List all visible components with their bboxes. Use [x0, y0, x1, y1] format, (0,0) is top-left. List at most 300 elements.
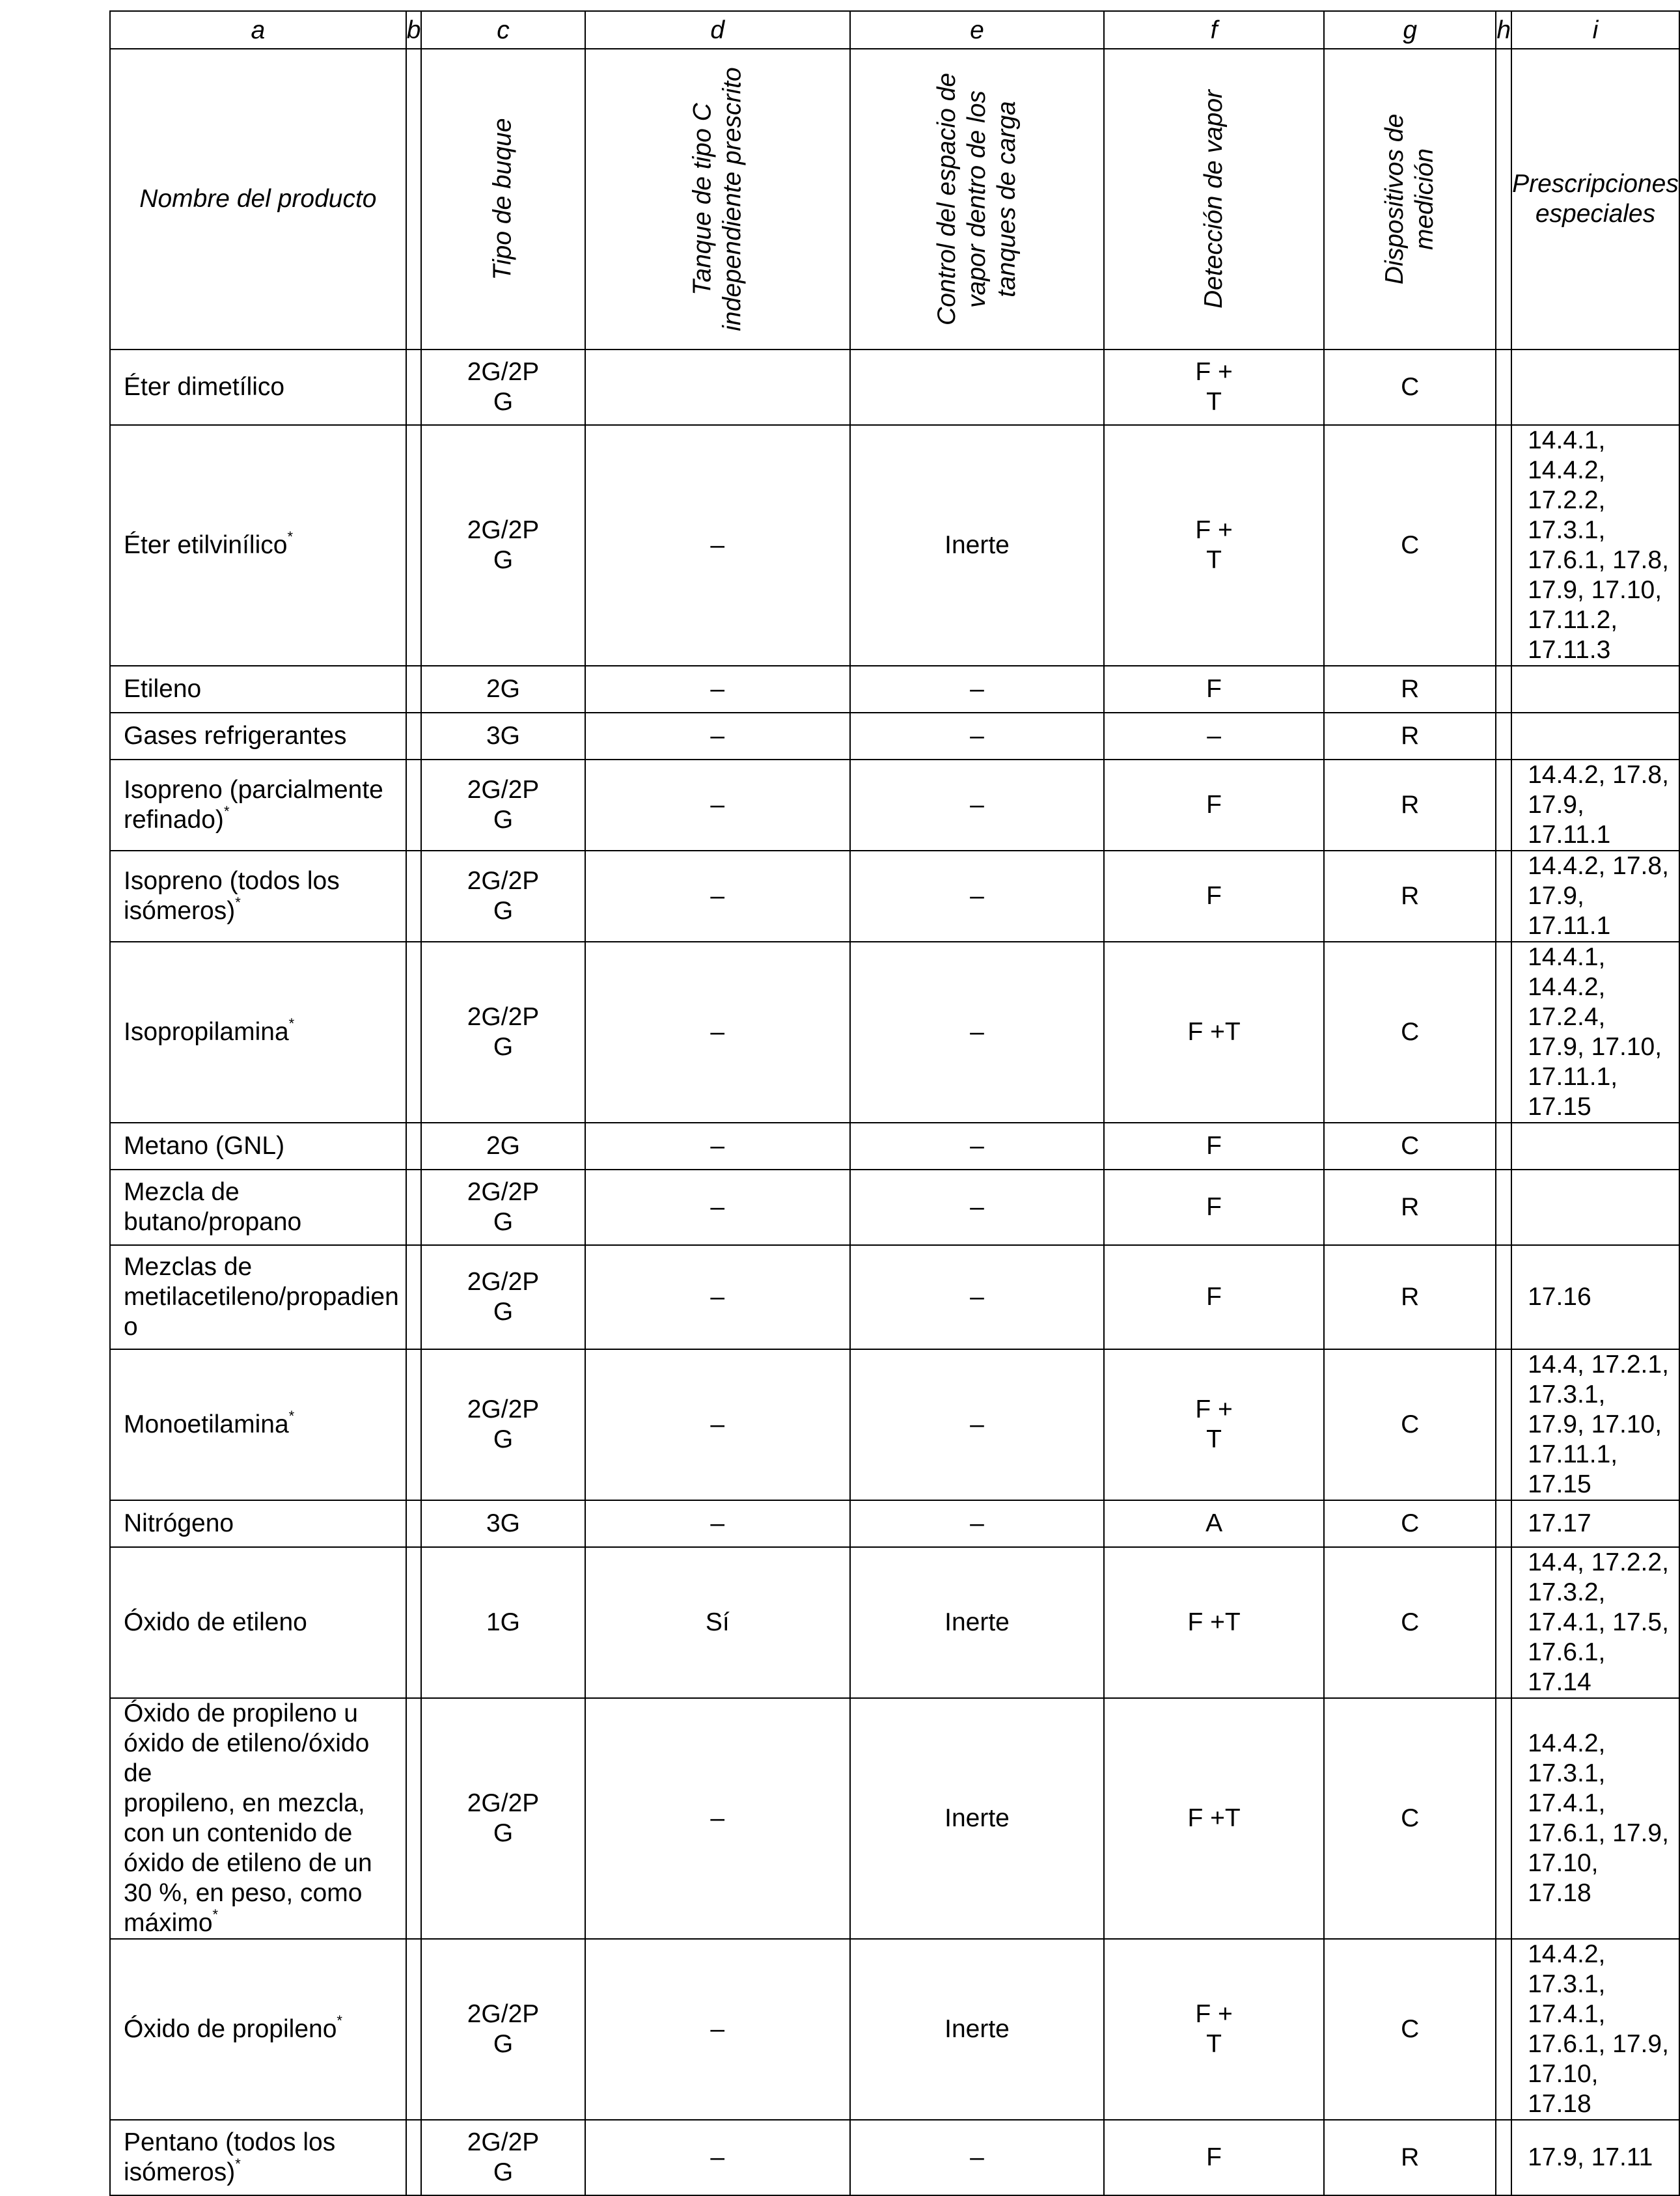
gauging-cell	[1324, 942, 1496, 1123]
vapour-space-control-value: –	[970, 1283, 984, 1311]
special-requirements-line-text: 17.9, 17.10, 17.11.1,	[1528, 1410, 1662, 1468]
ship-type-line-text: 2G/2P	[467, 1178, 540, 1206]
independent-tank-cell	[585, 1698, 850, 1939]
independent-tank-value: –	[710, 1804, 725, 1832]
independent-tank-cell	[585, 1349, 850, 1500]
special-requirements-cell	[1511, 1170, 1679, 1245]
vapour-detection-line	[1105, 1425, 1323, 1455]
special-requirements-cell	[1511, 1939, 1679, 2120]
independent-tank-cell	[585, 713, 850, 760]
ship-type-line-text: 3G	[486, 1509, 521, 1537]
product-name-cell	[110, 1245, 406, 1349]
vapour-detection-line	[1105, 674, 1323, 704]
vapour-detection-line-text: F +T	[1187, 1804, 1241, 1832]
column-h-cell	[1496, 1170, 1511, 1245]
product-name-line-text: Mezclas de	[124, 1253, 253, 1281]
ship-type-line-text: 2G/2P	[467, 867, 540, 895]
column-h-cell	[1496, 713, 1511, 760]
column-h-cell	[1496, 1500, 1511, 1547]
special-requirements-line	[1528, 851, 1672, 911]
column-letter-row	[110, 11, 1679, 49]
ship-type-line	[422, 545, 584, 575]
column-h-cell	[1496, 760, 1511, 851]
table-row	[110, 1123, 1679, 1170]
special-requirements-line	[1528, 942, 1672, 1032]
independent-tank-cell	[585, 942, 850, 1123]
gauging-cell	[1324, 760, 1496, 851]
header-gauging	[1324, 49, 1496, 350]
column-h-cell	[1496, 1123, 1511, 1170]
gauging-cell	[1324, 1698, 1496, 1939]
ship-type-cell	[421, 425, 585, 666]
product-name-line-text: Éter etilvinílico	[124, 531, 288, 559]
header-gauging-line: Dispositivos de	[1381, 113, 1409, 285]
product-name-line	[124, 896, 399, 926]
special-requirements-line-text: 17.15	[1528, 1470, 1591, 1498]
ship-type-line	[422, 357, 584, 387]
product-name-line	[124, 1509, 399, 1539]
vapour-detection-cell	[1104, 425, 1324, 666]
ship-type-line-text: G	[493, 2030, 514, 2058]
product-name-line	[124, 1729, 399, 1789]
product-name-cell	[110, 942, 406, 1123]
product-name-cell	[110, 713, 406, 760]
gauging-value: C	[1401, 1410, 1420, 1438]
header-vapour-space-control-line: vapor dentro de los	[963, 90, 991, 308]
special-requirements-line	[1528, 515, 1672, 575]
vapour-space-control-value: Inerte	[944, 1608, 1010, 1636]
product-name-line	[124, 721, 399, 751]
product-name-line-text: Nitrógeno	[124, 1509, 234, 1537]
ship-type-line-text: 2G	[486, 1132, 521, 1160]
independent-tank-value: –	[710, 2015, 725, 2043]
special-requirements-cell	[1511, 1547, 1679, 1698]
gauging-value: R	[1401, 882, 1420, 910]
header-ship-type	[421, 49, 585, 350]
column-b-cell	[406, 1939, 422, 2120]
footnote-asterisk: *	[235, 2156, 241, 2172]
column-h-cell	[1496, 851, 1511, 942]
table-row	[110, 1245, 1679, 1349]
independent-tank-value: –	[710, 1132, 725, 1160]
ship-type-line	[422, 775, 584, 805]
table-body	[110, 350, 1679, 2195]
column-b-cell	[406, 2120, 422, 2195]
special-requirements-line	[1528, 1548, 1672, 1608]
column-h-cell	[1496, 2120, 1511, 2195]
ship-type-line	[422, 2158, 584, 2188]
ship-type-line	[422, 1267, 584, 1297]
ship-type-cell	[421, 1123, 585, 1170]
vapour-detection-line	[1105, 1282, 1323, 1312]
table-row	[110, 1349, 1679, 1500]
special-requirements-cell	[1511, 1123, 1679, 1170]
special-requirements-line-text: 17.11.3	[1528, 636, 1611, 664]
special-requirements-line	[1528, 1878, 1672, 1908]
vapour-detection-line	[1105, 2143, 1323, 2173]
product-name-cell	[110, 1123, 406, 1170]
vapour-detection-line-text: F	[1206, 2143, 1222, 2171]
product-name-cell	[110, 425, 406, 666]
vapour-space-control-value: Inerte	[944, 2015, 1010, 2043]
special-requirements-line	[1528, 1470, 1672, 1500]
gauging-value: R	[1401, 791, 1420, 819]
product-name-line	[124, 1878, 399, 1908]
special-requirements-line-text: 17.6.1, 17.9, 17.10,	[1528, 2030, 1669, 2088]
product-name-line	[124, 1410, 399, 1440]
footnote-asterisk: *	[223, 803, 230, 819]
header-independent-tank	[585, 49, 850, 350]
gauging-value: C	[1401, 531, 1420, 559]
independent-tank-value: –	[710, 722, 725, 750]
special-requirements-line	[1528, 1509, 1672, 1539]
ship-type-cell	[421, 713, 585, 760]
special-requirements-line-text: 14.4.1, 14.4.2, 17.2.4,	[1528, 943, 1606, 1031]
product-name-cell	[110, 1500, 406, 1547]
product-name-line-text: Isopropilamina	[124, 1018, 289, 1046]
vapour-space-control-cell	[850, 942, 1104, 1123]
ship-type-line-text: 3G	[486, 722, 521, 750]
vapour-detection-line	[1105, 881, 1323, 911]
independent-tank-cell	[585, 851, 850, 942]
column-b-cell	[406, 666, 422, 713]
vapour-space-control-value: –	[970, 2143, 984, 2171]
gauging-value: R	[1401, 1193, 1420, 1221]
gauging-value: R	[1401, 675, 1420, 703]
gauging-cell	[1324, 425, 1496, 666]
ship-type-line-text: G	[493, 1033, 514, 1061]
column-h-cell	[1496, 1698, 1511, 1939]
independent-tank-value: –	[710, 1410, 725, 1438]
column-letter-a: a	[110, 11, 406, 49]
column-b-cell	[406, 942, 422, 1123]
special-requirements-cell	[1511, 1500, 1679, 1547]
special-requirements-line	[1528, 1032, 1672, 1092]
column-letter-h: h	[1496, 11, 1511, 49]
gauging-cell	[1324, 1123, 1496, 1170]
table-row	[110, 1170, 1679, 1245]
vapour-space-control-cell	[850, 1245, 1104, 1349]
vapour-detection-line-text: F	[1206, 675, 1222, 703]
vapour-detection-line-text: F	[1206, 882, 1222, 910]
special-requirements-line-text: 17.18	[1528, 2090, 1591, 2118]
vapour-detection-line-text: F	[1206, 1132, 1222, 1160]
column-letter-c: c	[421, 11, 585, 49]
product-name-cell	[110, 1349, 406, 1500]
product-name-line-text: Pentano (todos los	[124, 2128, 336, 2156]
independent-tank-cell	[585, 350, 850, 425]
vapour-space-control-cell	[850, 713, 1104, 760]
table-row	[110, 425, 1679, 666]
product-name-line-text: Etileno	[124, 675, 202, 703]
product-name-line	[124, 1177, 399, 1207]
ship-type-line	[422, 674, 584, 704]
column-b-cell	[406, 1170, 422, 1245]
table-row	[110, 713, 1679, 760]
column-b-cell	[406, 425, 422, 666]
special-requirements-cell	[1511, 760, 1679, 851]
vapour-detection-line	[1105, 545, 1323, 575]
independent-tank-cell	[585, 760, 850, 851]
ship-type-line-text: G	[493, 806, 514, 834]
column-b-cell	[406, 713, 422, 760]
product-name-line	[124, 2158, 399, 2188]
column-b-cell	[406, 760, 422, 851]
special-requirements-line-text: 17.11.1	[1528, 912, 1611, 940]
ship-type-line	[422, 866, 584, 896]
product-name-line-text: Óxido de propileno u	[124, 1699, 358, 1727]
vapour-detection-line	[1105, 1804, 1323, 1833]
gauging-cell	[1324, 350, 1496, 425]
special-requirements-line	[1528, 911, 1672, 941]
header-vapour-detection	[1104, 49, 1324, 350]
special-requirements-line-text: 17.9, 17.11	[1528, 2143, 1653, 2171]
column-b-cell	[406, 1547, 422, 1698]
ship-type-line-text: G	[493, 2158, 514, 2186]
ship-type-line	[422, 721, 584, 751]
table-row	[110, 760, 1679, 851]
ship-type-line	[422, 387, 584, 417]
ship-type-line	[422, 1032, 584, 1062]
vapour-detection-line-text: F +T	[1187, 1608, 1241, 1636]
product-name-line	[124, 372, 399, 402]
independent-tank-cell	[585, 1547, 850, 1698]
vapour-detection-line-text: F	[1206, 1283, 1222, 1311]
ship-type-line-text: 2G/2P	[467, 776, 540, 804]
vapour-space-control-cell	[850, 1170, 1104, 1245]
ship-type-line-text: G	[493, 1298, 514, 1326]
special-requirements-line-text: 14.4, 17.2.1, 17.3.1,	[1528, 1351, 1669, 1408]
special-requirements-line	[1528, 2143, 1672, 2173]
ship-type-cell	[421, 350, 585, 425]
vapour-space-control-cell	[850, 1349, 1104, 1500]
special-requirements-line-text: 17.6.1, 17.9, 17.10,	[1528, 1819, 1669, 1877]
ship-type-cell	[421, 1170, 585, 1245]
vapour-space-control-value: –	[970, 1132, 984, 1160]
column-b-cell	[406, 1698, 422, 1939]
vapour-detection-cell	[1104, 350, 1324, 425]
vapour-detection-cell	[1104, 666, 1324, 713]
independent-tank-value: –	[710, 2143, 725, 2171]
ship-type-cell	[421, 1245, 585, 1349]
ship-type-line-text: 1G	[486, 1608, 521, 1636]
vapour-space-control-value: –	[970, 1193, 984, 1221]
vapour-detection-cell	[1104, 760, 1324, 851]
header-b-empty	[406, 49, 422, 350]
product-name-line	[124, 1819, 399, 1848]
product-name-line	[124, 1282, 399, 1312]
vapour-detection-line-text: –	[1207, 722, 1221, 750]
column-b-cell	[406, 1500, 422, 1547]
ship-type-line	[422, 1297, 584, 1327]
special-requirements-line-text: 17.11.1	[1528, 821, 1611, 849]
special-requirements-cell	[1511, 1349, 1679, 1500]
ship-type-line	[422, 1395, 584, 1425]
header-ship-type-text: Tipo de buque	[489, 118, 517, 281]
vapour-space-control-cell	[850, 1698, 1104, 1939]
product-name-cell	[110, 851, 406, 942]
vapour-detection-cell	[1104, 1939, 1324, 2120]
special-requirements-cell	[1511, 713, 1679, 760]
footnote-asterisk: *	[288, 1408, 295, 1424]
independent-tank-cell	[585, 2120, 850, 2195]
product-name-cell	[110, 1939, 406, 2120]
vapour-detection-line-text: F	[1206, 791, 1222, 819]
ship-type-line	[422, 2029, 584, 2059]
special-requirements-line	[1528, 2029, 1672, 2089]
special-requirements-line-text: 17.14	[1528, 1668, 1591, 1696]
ship-type-line	[422, 1608, 584, 1638]
product-name-line	[124, 674, 399, 704]
column-h-cell	[1496, 350, 1511, 425]
column-title-row	[110, 49, 1679, 350]
vapour-detection-line	[1105, 1192, 1323, 1222]
footnote-asterisk: *	[337, 2012, 342, 2029]
ship-type-cell	[421, 666, 585, 713]
ship-type-line-text: G	[493, 1819, 514, 1847]
vapour-detection-line-text: F +	[1195, 358, 1233, 386]
ship-type-cell	[421, 851, 585, 942]
product-name-line	[124, 530, 399, 560]
product-name-line	[124, 1608, 399, 1638]
product-name-cell	[110, 1698, 406, 1939]
vapour-space-control-cell	[850, 1500, 1104, 1547]
ship-type-line	[422, 1207, 584, 1237]
special-requirements-line	[1528, 1819, 1672, 1878]
product-name-line-text: Monoetilamina	[124, 1410, 289, 1438]
gauging-cell	[1324, 1500, 1496, 1547]
product-name-line-text: butano/propano	[124, 1208, 302, 1236]
vapour-detection-cell	[1104, 1349, 1324, 1500]
special-requirements-line	[1528, 1940, 1672, 2029]
column-h-cell	[1496, 666, 1511, 713]
special-requirements-cell	[1511, 942, 1679, 1123]
special-requirements-cell	[1511, 1245, 1679, 1349]
special-requirements-line	[1528, 426, 1672, 515]
gauging-value: C	[1401, 1509, 1420, 1537]
header-gauging-line: medición	[1411, 148, 1439, 251]
gauging-value: C	[1401, 1804, 1420, 1832]
table-row	[110, 1547, 1679, 1698]
ship-type-line	[422, 1425, 584, 1455]
special-requirements-cell	[1511, 2120, 1679, 2195]
independent-tank-value: –	[710, 882, 725, 910]
special-requirements-line-text: 14.4.2, 17.3.1, 17.4.1,	[1528, 1729, 1606, 1817]
product-name-line-text: máximo	[124, 1909, 213, 1937]
special-requirements-line-text: 14.4.2, 17.3.1, 17.4.1,	[1528, 1940, 1606, 2028]
vapour-detection-cell	[1104, 1123, 1324, 1170]
column-h-cell	[1496, 942, 1511, 1123]
gauging-cell	[1324, 1170, 1496, 1245]
special-requirements-line	[1528, 820, 1672, 850]
vapour-space-control-cell	[850, 1123, 1104, 1170]
independent-tank-cell	[585, 1170, 850, 1245]
product-name-line	[124, 2014, 399, 2044]
gauging-cell	[1324, 1349, 1496, 1500]
table-row	[110, 1939, 1679, 2120]
footnote-asterisk: *	[212, 1906, 219, 1923]
gauging-cell	[1324, 2120, 1496, 2195]
vapour-detection-line-text: F +	[1195, 516, 1233, 544]
vapour-detection-line	[1105, 1395, 1323, 1425]
product-name-line	[124, 1908, 399, 1938]
independent-tank-value: –	[710, 531, 725, 559]
ship-type-line-text: 2G/2P	[467, 2000, 540, 2028]
vapour-detection-cell	[1104, 1170, 1324, 1245]
vapour-detection-line-text: T	[1206, 1425, 1222, 1453]
ship-type-cell	[421, 2120, 585, 2195]
independent-tank-cell	[585, 425, 850, 666]
ship-type-line-text: G	[493, 546, 514, 574]
vapour-detection-cell	[1104, 1698, 1324, 1939]
header-product-name	[110, 49, 406, 350]
independent-tank-value: –	[710, 1193, 725, 1221]
product-name-line	[124, 1131, 399, 1161]
product-name-line-text: Metano (GNL)	[124, 1132, 285, 1160]
table-row	[110, 851, 1679, 942]
ship-type-line-text: G	[493, 897, 514, 925]
vapour-detection-line-text: F +	[1195, 1395, 1233, 1423]
special-requirements-line-text: 17.9, 17.10, 17.11.1,	[1528, 1033, 1662, 1091]
product-name-line-text: óxido de etileno de un	[124, 1849, 372, 1877]
vapour-space-control-value: Inerte	[944, 1804, 1010, 1832]
ship-type-cell	[421, 1349, 585, 1500]
independent-tank-value: –	[710, 675, 725, 703]
gauging-cell	[1324, 666, 1496, 713]
independent-tank-value: –	[710, 1283, 725, 1311]
product-name-line-text: Óxido de etileno	[124, 1608, 307, 1636]
special-requirements-line-text: 17.3.1, 17.6.1, 17.8,	[1528, 516, 1669, 574]
special-requirements-line	[1528, 2089, 1672, 2119]
vapour-detection-line-text: T	[1206, 2030, 1222, 2058]
vapour-detection-line	[1105, 1608, 1323, 1638]
ship-type-line	[422, 1002, 584, 1032]
special-requirements-cell	[1511, 425, 1679, 666]
product-name-cell	[110, 760, 406, 851]
special-requirements-line-text: 17.17	[1528, 1509, 1591, 1537]
product-name-line-text: óxido de etileno/óxido de	[124, 1729, 370, 1787]
header-independent-tank-line: Tanque de tipo C	[688, 103, 717, 295]
gauging-value: R	[1401, 722, 1420, 750]
special-requirements-cell	[1511, 851, 1679, 942]
table-row	[110, 1698, 1679, 1939]
header-vapour-space-control	[850, 49, 1104, 350]
vapour-space-control-cell	[850, 760, 1104, 851]
ship-type-line	[422, 1789, 584, 1819]
column-letter-b: b	[406, 11, 422, 49]
vapour-detection-cell	[1104, 1245, 1324, 1349]
ship-type-line	[422, 1131, 584, 1161]
ship-type-line-text: 2G/2P	[467, 358, 540, 386]
table-row	[110, 1500, 1679, 1547]
ship-type-line	[422, 1177, 584, 1207]
vapour-detection-cell	[1104, 2120, 1324, 2195]
gauging-value: C	[1401, 1018, 1420, 1046]
product-name-line-text: Gases refrigerantes	[124, 722, 347, 750]
special-requirements-line-text: 14.4, 17.2.2, 17.3.2,	[1528, 1548, 1669, 1606]
ship-type-line-text: 2G	[486, 675, 521, 703]
header-vapour-space-control-line: tanques de carga	[993, 101, 1021, 297]
vapour-space-control-value: –	[970, 722, 984, 750]
column-b-cell	[406, 1123, 422, 1170]
header-product-name-text: Nombre del producto	[139, 185, 377, 213]
ship-type-cell	[421, 760, 585, 851]
column-h-cell	[1496, 1547, 1511, 1698]
vapour-detection-cell	[1104, 1547, 1324, 1698]
ship-type-line-text: 2G/2P	[467, 1268, 540, 1296]
vapour-detection-line-text: A	[1205, 1509, 1223, 1537]
gauging-value: R	[1401, 2143, 1420, 2171]
